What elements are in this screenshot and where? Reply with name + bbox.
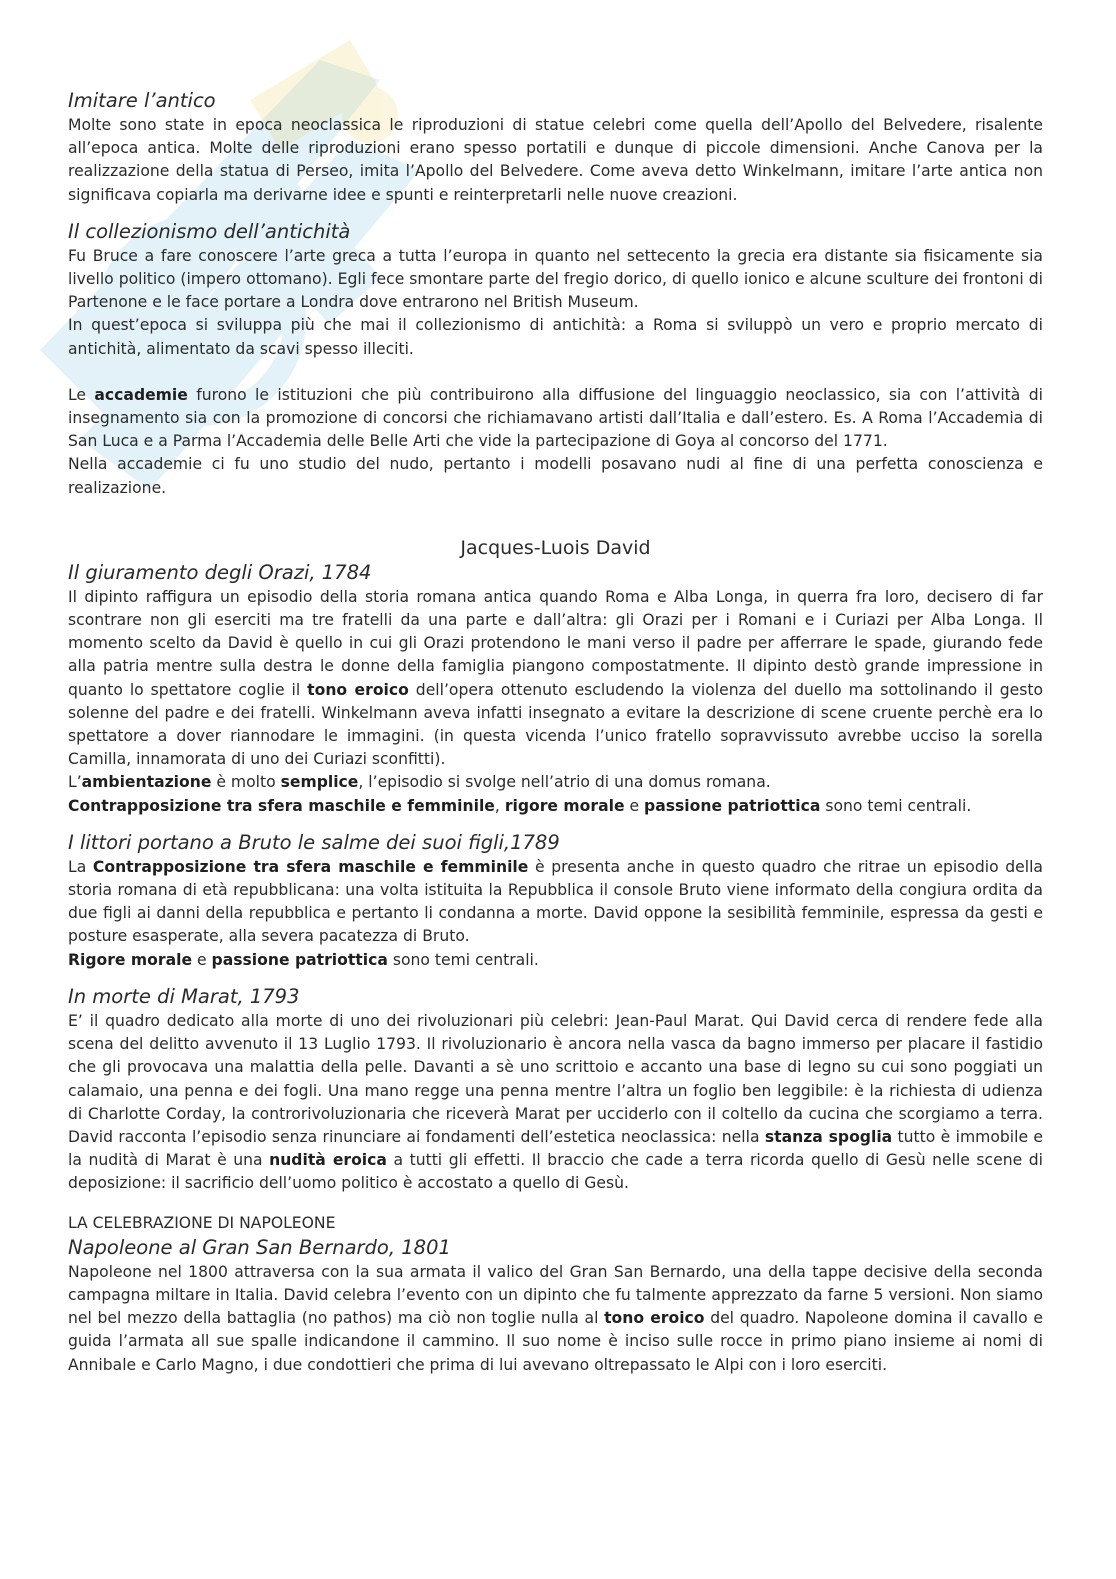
paragraph: In quest’epoca si sviluppa più che mai il collezionismo di antichità: a Roma si sviluppò un vero e proprio mercato di antichità, alimentato da scavi spesso illeciti. (68, 316, 1043, 358)
paragraph: Contrapposizione tra sfera maschile e femminile, rigore morale e passione patriottica sono temi centrali. (68, 796, 972, 815)
bold-term: ambientazione (81, 773, 212, 792)
bold-term: passione patriottica (644, 796, 821, 815)
bold-term: tono eroico (604, 1309, 705, 1328)
bold-term: nudità eroica (269, 1151, 387, 1170)
section-title: Imitare l’antico (68, 89, 216, 112)
bold-term: Contrapposizione tra sfera maschile e femminile (92, 857, 529, 876)
bold-term: Rigore morale (68, 950, 193, 969)
section-title: Il giuramento degli Orazi, 1784 (68, 560, 372, 584)
paragraph: Molte sono state in epoca neoclassica le riproduzioni di statue celebri come quella dell’Apollo del Belvedere, risalente all’epoca antica. Molte delle riproduzioni erano spesso portatili e dunque di piccole dimensioni. Anche Canova per la realizzazione della statua di Perseo, imita l’Apollo del Belvedere. Come aveva detto Winkelmann, imitare l’arte antica non significava copiarla ma derivarne idee e spunti e reinterpretarli nelle nuove creazioni. (68, 116, 1043, 204)
paragraph: Rigore morale e passione patriottica sono temi centrali. (68, 950, 539, 969)
paragraph: La Contrapposizione tra sfera maschile e femminile è presenta anche in questo quadro che ritrae un episodio della storia romana di età repubblicana: una volta istituita la Repubblica il console Bruto viene informato della congiura ordita da due figli ai danni della repubblica e pertanto li condanna a morte. David oppone la sesibilità femminile, espressa da gesti e posture esasperate, alla severa pacatezza di Bruto. (68, 857, 1043, 946)
bold-term: Contrapposizione tra sfera maschile e femminile (68, 796, 495, 815)
bold-term: accademie (94, 385, 188, 404)
subheading-caps: LA CELEBRAZIONE DI NAPOLEONE (68, 1213, 336, 1232)
bold-term: rigore morale (504, 796, 625, 815)
paragraph: Fu Bruce a fare conoscere l’arte greca a tutta l’europa in quanto nel settecento la grecia era distante sia fisicamente sia livello politico (impero ottomano). Egli fece smontare parte del fregio dorico, di quello ionico e alcune sculture dei frontoni di Partenone e le face portare a Londra dove entrarono nel British Museum. (68, 246, 1043, 312)
section-marat (68, 984, 1043, 1196)
document-page (68, 88, 1043, 1377)
author-heading: Jacques-Luois David (460, 536, 651, 559)
section-imitare-antico (68, 88, 1043, 207)
section-title: I littori portano a Bruto le salme dei suoi figli,1789 (68, 830, 560, 854)
section-title: Napoleone al Gran San Bernardo, 1801 (68, 1235, 451, 1259)
section-accademie (68, 384, 1043, 500)
paragraph: E’ il quadro dedicato alla morte di uno dei rivoluzionari più celebri: Jean-Paul Marat. Qui David cerca di rendere fede alla scena del delitto avvenuto il 13 Luglio 1793. Il rivoluzionario è ancora nella vasca da bagno immerso per placare il fastidio che gli provocava una malattia della pelle. Davanti a sè uno scrittoio e accanto una base di legno su cui sono poggiati un calamaio, una penna e dei fogli. Una mano regge una penna mentre l’altra un foglio ben leggibile: è la richiesta di udienza di Charlotte Corday, la controrivoluzionaria che riceverà Marat per ucciderlo con il coltello da cucina che scorgiamo a terra. David racconta l’episodio senza rinunciare ai fondamenti dell’estetica neoclassica: nella stanza spoglia tutto è immobile e la nudità di Marat è una nudità eroica a tutti gli effetti. Il braccio che cade a terra ricorda quello di Gesù nelle scene di deposizione: il sacrificio dell’uomo politico è accostato a quello di Gesù. (68, 1011, 1043, 1193)
paragraph: Le accademie furono le istituzioni che più contribuirono alla diffusione del linguaggio neoclassico, sia con l’attività di insegnamento sia con la promozione di concorsi che richiamavano artisti dall’Italia e dall’estero. Es. A Roma l’Accademia di San Luca e a Parma l’Accademia delle Belle Arti che vide la partecipazione di Goya al concorso del 1771. (68, 385, 1043, 451)
bold-term: tono eroico (307, 680, 409, 699)
paragraph: Il dipinto raffigura un episodio della storia romana antica quando Roma e Alba Longa, in querra fra loro, decisero di far scontrare non gli eserciti ma tre fratelli da una parte e dall’altra: gli Orazi per i Romani e i Curiazi per Alba Longa. Il momento scelto da David è quello in cui gli Orazi protendono le mani verso il padre per afferrare le spade, giurando fede alla patria mentre sulla destra le donne della famiglia piangono compostatmente. Il dipinto destò grande impressione in quanto lo spettatore coglie il tono eroico dell’opera ottenuto escludendo la violenza del duello ma sottolinando il gesto solenne del padre e dei fratelli. Winkelmann aveva infatti insegnato a evitare la descrizione di scene cruente perchè era lo spettatore a dover riannodare le immagini. (in questa vicenda l’unico fratello sopravvissuto avrebbe ucciso la sorella Camilla, innamorata di uno dei Curiazi sconfitti). (68, 587, 1043, 769)
section-orazi (68, 560, 1043, 818)
section-collezionismo (68, 219, 1043, 361)
paragraph: L’ambientazione è molto semplice, l’episodio si svolge nell’atrio di una domus romana. (68, 773, 771, 792)
section-napoleone (68, 1212, 1043, 1377)
section-title: In morte di Marat, 1793 (68, 984, 300, 1008)
bold-term: stanza spoglia (764, 1127, 893, 1146)
section-bruto (68, 830, 1043, 972)
bold-term: passione patriottica (211, 950, 388, 969)
paragraph: Nella accademie ci fu uno studio del nudo, pertanto i modelli posavano nudi al fine di una perfetta conoscienza e realizazione. (68, 455, 1043, 497)
section-title: Il collezionismo dell’antichità (68, 219, 351, 243)
paragraph: Napoleone nel 1800 attraversa con la sua armata il valico del Gran San Bernardo, una della tappe decisive della seconda campagna miltare in Italia. David celebra l’evento con un dipinto che fu talmente apprezzato da farne 5 versioni. Non siamo nel bel mezzo della battaglia (no pathos) ma ciò non toglie nulla al tono eroico del quadro. Napoleone domina il cavallo e guida l’armata all sue spalle indicandone il cammino. Il suo nome è inciso sulle rocce in primo piano insieme ai nomi di Annibale e Carlo Magno, i due condottieri che prima di lui avevano oltrepassato le Alpi con i loro eserciti. (68, 1262, 1043, 1374)
bold-term: semplice (280, 773, 359, 792)
